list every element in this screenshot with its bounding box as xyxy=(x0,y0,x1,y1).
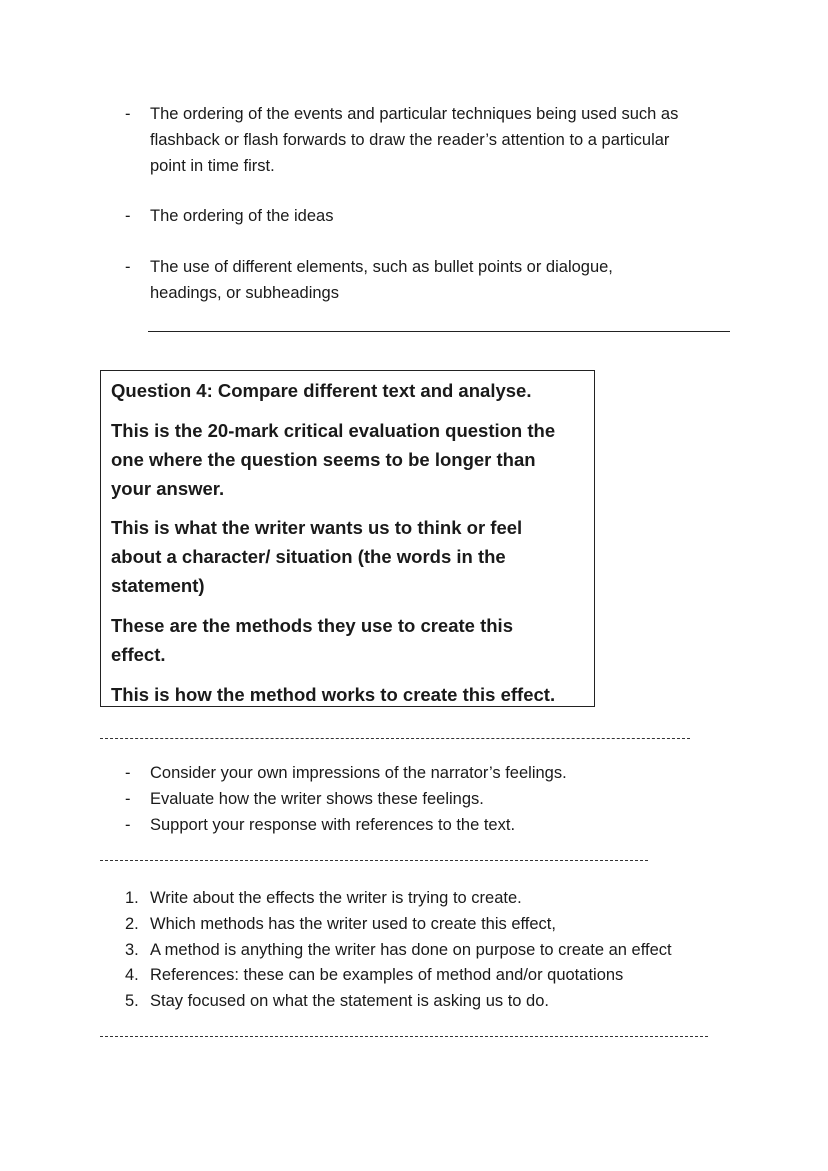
step-text: Which methods has the writer used to create this effect, xyxy=(150,915,556,933)
list-item xyxy=(125,101,745,179)
question-paragraph-line: your answer. xyxy=(111,478,225,499)
step-number: 3. xyxy=(125,941,139,959)
question-paragraph-line: effect. xyxy=(111,644,166,665)
question-box xyxy=(100,370,595,707)
list-item xyxy=(125,911,745,937)
dash-bullet: - xyxy=(125,258,131,276)
list-item xyxy=(125,962,745,988)
question-title: Question 4: Compare different text and analyse. xyxy=(111,380,532,401)
dashed-divider xyxy=(100,1036,708,1037)
list-item xyxy=(125,203,745,229)
dash-bullet: - xyxy=(125,764,131,782)
question-paragraph-line: statement) xyxy=(111,575,205,596)
step-number: 1. xyxy=(125,889,139,907)
dash-bullet: - xyxy=(125,790,131,808)
list-item xyxy=(125,988,745,1014)
list-item xyxy=(125,786,745,812)
step-text: A method is anything the writer has done on purpose to create an effect xyxy=(150,941,672,959)
question-paragraph-line: This is the 20-mark critical evaluation question the xyxy=(111,420,556,441)
list-item-text: Consider your own impressions of the narrator’s feelings. xyxy=(150,764,567,782)
step-number: 4. xyxy=(125,966,139,984)
list-item xyxy=(125,812,745,838)
horizontal-divider xyxy=(148,331,730,332)
dash-bullet: - xyxy=(125,816,131,834)
question-paragraph-line: about a character/ situation (the words in the xyxy=(111,546,506,567)
list-item-line: The ordering of the ideas xyxy=(150,207,334,225)
question-paragraph-line: one where the question seems to be longer than xyxy=(111,449,536,470)
list-item-line: flashback or flash forwards to draw the reader’s attention to a particular xyxy=(150,131,670,149)
dash-bullet: - xyxy=(125,105,131,123)
list-item-text: Evaluate how the writer shows these feelings. xyxy=(150,790,484,808)
list-item-line: The use of different elements, such as bullet points or dialogue, xyxy=(150,258,613,276)
list-item-line: headings, or subheadings xyxy=(150,284,339,302)
step-number: 5. xyxy=(125,992,139,1010)
step-number: 2. xyxy=(125,915,139,933)
step-text: Write about the effects the writer is trying to create. xyxy=(150,889,522,907)
list-item xyxy=(125,254,745,306)
question-paragraph-line: These are the methods they use to create this xyxy=(111,615,513,636)
list-item xyxy=(125,760,745,786)
list-item-line: The ordering of the events and particular techniques being used such as xyxy=(150,105,679,123)
dash-bullet: - xyxy=(125,207,131,225)
dashed-divider xyxy=(100,738,690,739)
step-text: References: these can be examples of method and/or quotations xyxy=(150,966,624,984)
list-item xyxy=(125,885,745,911)
list-item xyxy=(125,937,745,963)
question-paragraph-line: This is what the writer wants us to think or feel xyxy=(111,517,523,538)
list-item-line: point in time first. xyxy=(150,157,275,175)
dashed-divider xyxy=(100,860,648,861)
question-paragraph-line: This is how the method works to create this effect. xyxy=(111,684,556,705)
list-item-text: Support your response with references to the text. xyxy=(150,816,516,834)
step-text: Stay focused on what the statement is asking us to do. xyxy=(150,992,549,1010)
